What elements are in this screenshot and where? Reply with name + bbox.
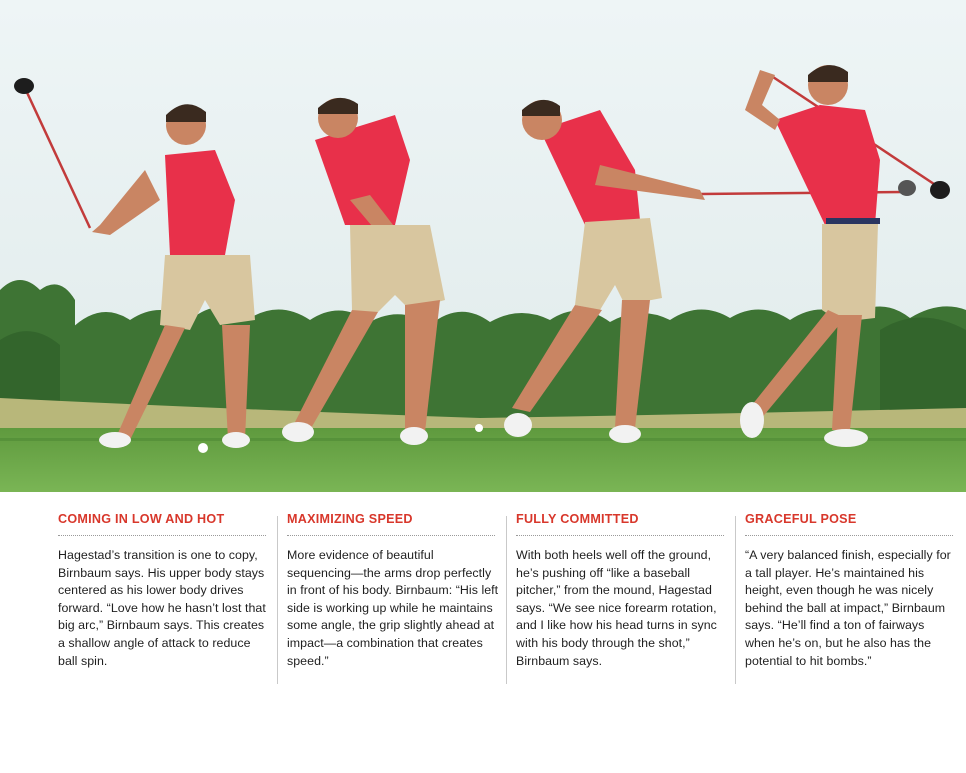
caption-section [0, 492, 966, 773]
caption-panel-2 [287, 512, 499, 687]
panel-heading: FULLY COMMITTED [516, 512, 639, 526]
panel-body: “A very balanced finish, especially for a tall player. He’s maintained his height, even though he was nicely behind the ball at impact,” Birnbaum says. “He’ll find a ton of fairways when he’s on, but he also has the potential to hit bombs.” [745, 548, 951, 668]
column-divider [735, 516, 736, 684]
dotted-rule [58, 535, 266, 536]
golf-ball [198, 443, 208, 453]
golf-ball [475, 424, 483, 432]
panel-heading: MAXIMIZING SPEED [287, 512, 413, 526]
caption-panel-4 [745, 512, 955, 687]
panel-body: More evidence of beautiful sequencing—the arms drop perfectly in front of his body. Birnbaum: “His left side is working up while he maintains some angle, the grip slightly ahead at impact—a combination that creates speed.” [287, 548, 499, 668]
dotted-rule [287, 535, 495, 536]
dotted-rule [516, 535, 724, 536]
fairway [0, 428, 966, 492]
dotted-rule [745, 535, 953, 536]
panel-heading: COMING IN LOW AND HOT [58, 512, 225, 526]
panel-body: With both heels well off the ground, he’s pushing off “like a baseball pitcher,” from the mound, Hagestad says. “We see nice forearm rotation, and I like how his head turns in sync with his body through the shot,” Birnbaum says. [516, 548, 717, 668]
column-divider [506, 516, 507, 684]
caption-panel-3 [516, 512, 728, 687]
caption-panel-1 [58, 512, 270, 687]
column-divider [277, 516, 278, 684]
panel-body: Hagestad’s transition is one to copy, Birnbaum says. His upper body stays centered as his lower body drives forward. “Love how he hasn’t lost that big arc,” Birnbaum says. This creates a shallow angle of attack to reduce ball spin. [58, 548, 266, 668]
panel-heading: GRACEFUL POSE [745, 512, 857, 526]
